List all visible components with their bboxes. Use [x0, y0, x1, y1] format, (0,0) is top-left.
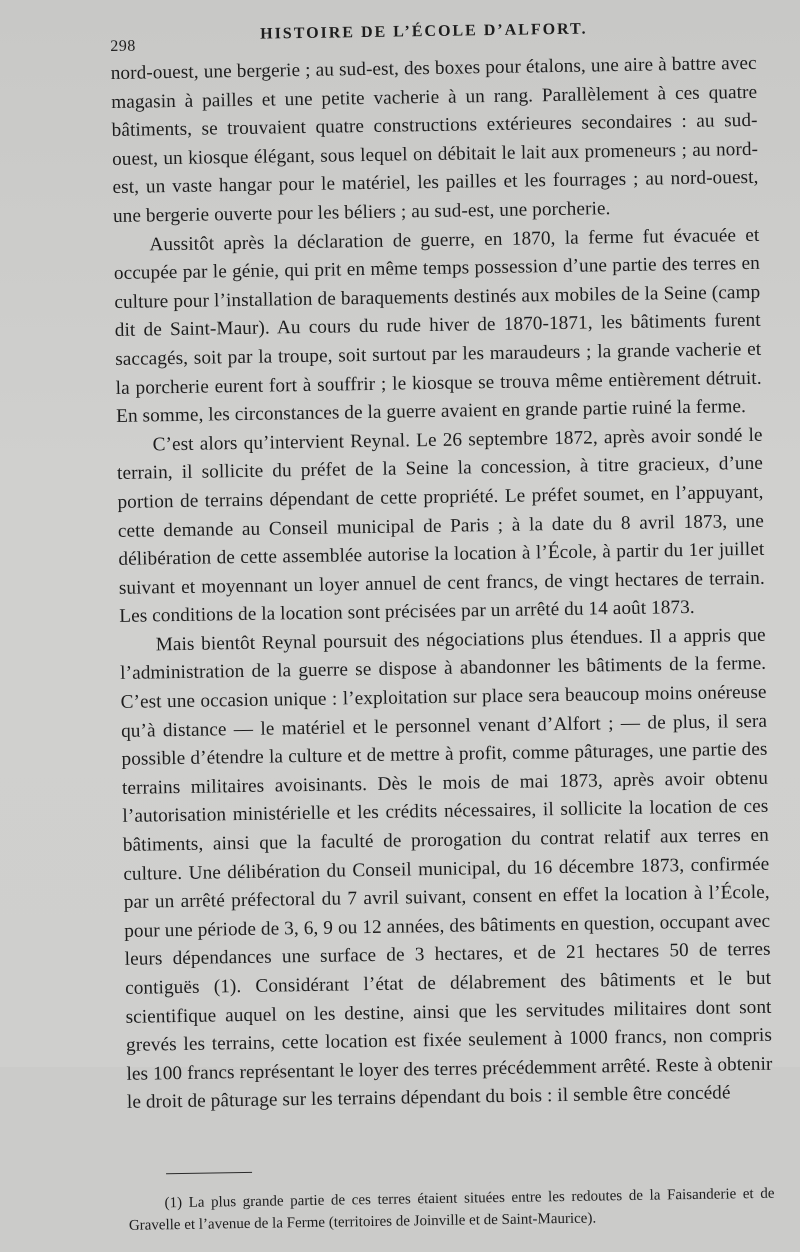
paragraph-continued: nord-ouest, une bergerie ; au sud-est, des boxes pour étalons, une aire à battre avec magasin à pailles et une petite vacherie à un rang. Parallèlement à ces quatre bâtiments, se trouvaient quatre constructions extérieures secondaires : au sud-ouest, un kiosque élégant, sous lequel on débitait le lait aux promeneurs ; au nord-est, un vaste hangar pour le matériel, les pailles et les fourrages ; au nord-ouest, une bergerie ouverte pour les béliers ; au sud-est, une porcherie.	[110, 52, 759, 227]
paragraph-negotiations: Mais bientôt Reynal poursuit des négociations plus étendues. Il a appris que l’administration de la guerre se dispose à abandonner les bâtiments de la ferme. C’est une occasion unique : l’exploitation sur place sera beaucoup moins onéreuse qu’à distance — le matériel et le personnel venant d’Alfort ; — de plus, il sera possible d’étendre la culture et de mettre à profit, comme pâturages, une partie des terrains militaires avoisinants. Dès le mois de mai 1873, après avoir obtenu l’autorisation ministérielle et les crédits nécessaires, il sollicite la location de ces bâtiments, ainsi que la faculté de prorogation du contrat relatif aux terres en culture. Une délibération du Conseil municipal, du 16 décembre 1873, confirmée par un arrêté préfectoral du 7 avril suivant, consent en effet la location à l’École, pour une période de 3, 6, 9 ou 12 années, des bâtiments en question, occupant avec leurs dépendances une surface de 3 hectares, et de 21 hectares 50 de terres contiguës (1). Considérant l’état de délabrement des bâtiments et le but scientifique auquel on les destine, ainsi que les servitudes militaires dont sont grevés les terrains, cette location est fixée seulement à 1000 francs, non compris les 100 francs représentant le loyer des terres précédemment arrêté. Reste à obtenir le droit de pâturage sur les terrains dépendant du bois : il semble être concédé	[120, 624, 773, 1114]
running-title: HISTOIRE DE L’ÉCOLE D’ALFORT.	[260, 20, 588, 43]
page-number: 298	[110, 37, 136, 55]
footnote-divider	[166, 1172, 252, 1174]
paragraph-war-1870: Aussitôt après la déclaration de guerre, en 1870, la ferme fut évacuée et occupée par le génie, qui prit en même temps possession d’une partie des terres en culture pour l’installation de baraquements destinés aux mobiles de la Seine (camp dit de Saint-Maur). Au cours du rude hiver de 1870-1871, les bâtiments furent saccagés, soit par la troupe, soit surtout par les maraudeurs ; la grande vacherie et la porcherie eurent fort à souffrir ; le kiosque se trouva même entièrement détruit. En somme, les circonstances de la guerre avaient en grande partie ruiné la ferme.	[113, 224, 762, 428]
paragraph-reynal-1872: C’est alors qu’intervient Reynal. Le 26 septembre 1872, après avoir sondé le terrain, il sollicite du préfet de la Seine la concession, à titre gracieux, d’une portion de terrains dépendant de cette propriété. Le préfet soumet, en l’appuyant, cette demande au Conseil municipal de Paris ; à la date du 8 avril 1873, une délibération de cette assemblée autorise la location à l’École, à partir du 1er juillet suivant et moyennant un loyer annuel de cent francs, de vingt hectares de terrain. Les conditions de la location sont précisées par un arrêté du 14 août 1873.	[116, 424, 765, 628]
page-content	[110, 14, 775, 1252]
footnote: (1) La plus grande partie de ces terres étaient situées entre les redoutes de la Faisanderie et de Gravelle et l’avenue de la Ferme (territoires de Joinville et de Saint-Maurice).	[128, 1185, 775, 1234]
body-text	[111, 50, 774, 1118]
